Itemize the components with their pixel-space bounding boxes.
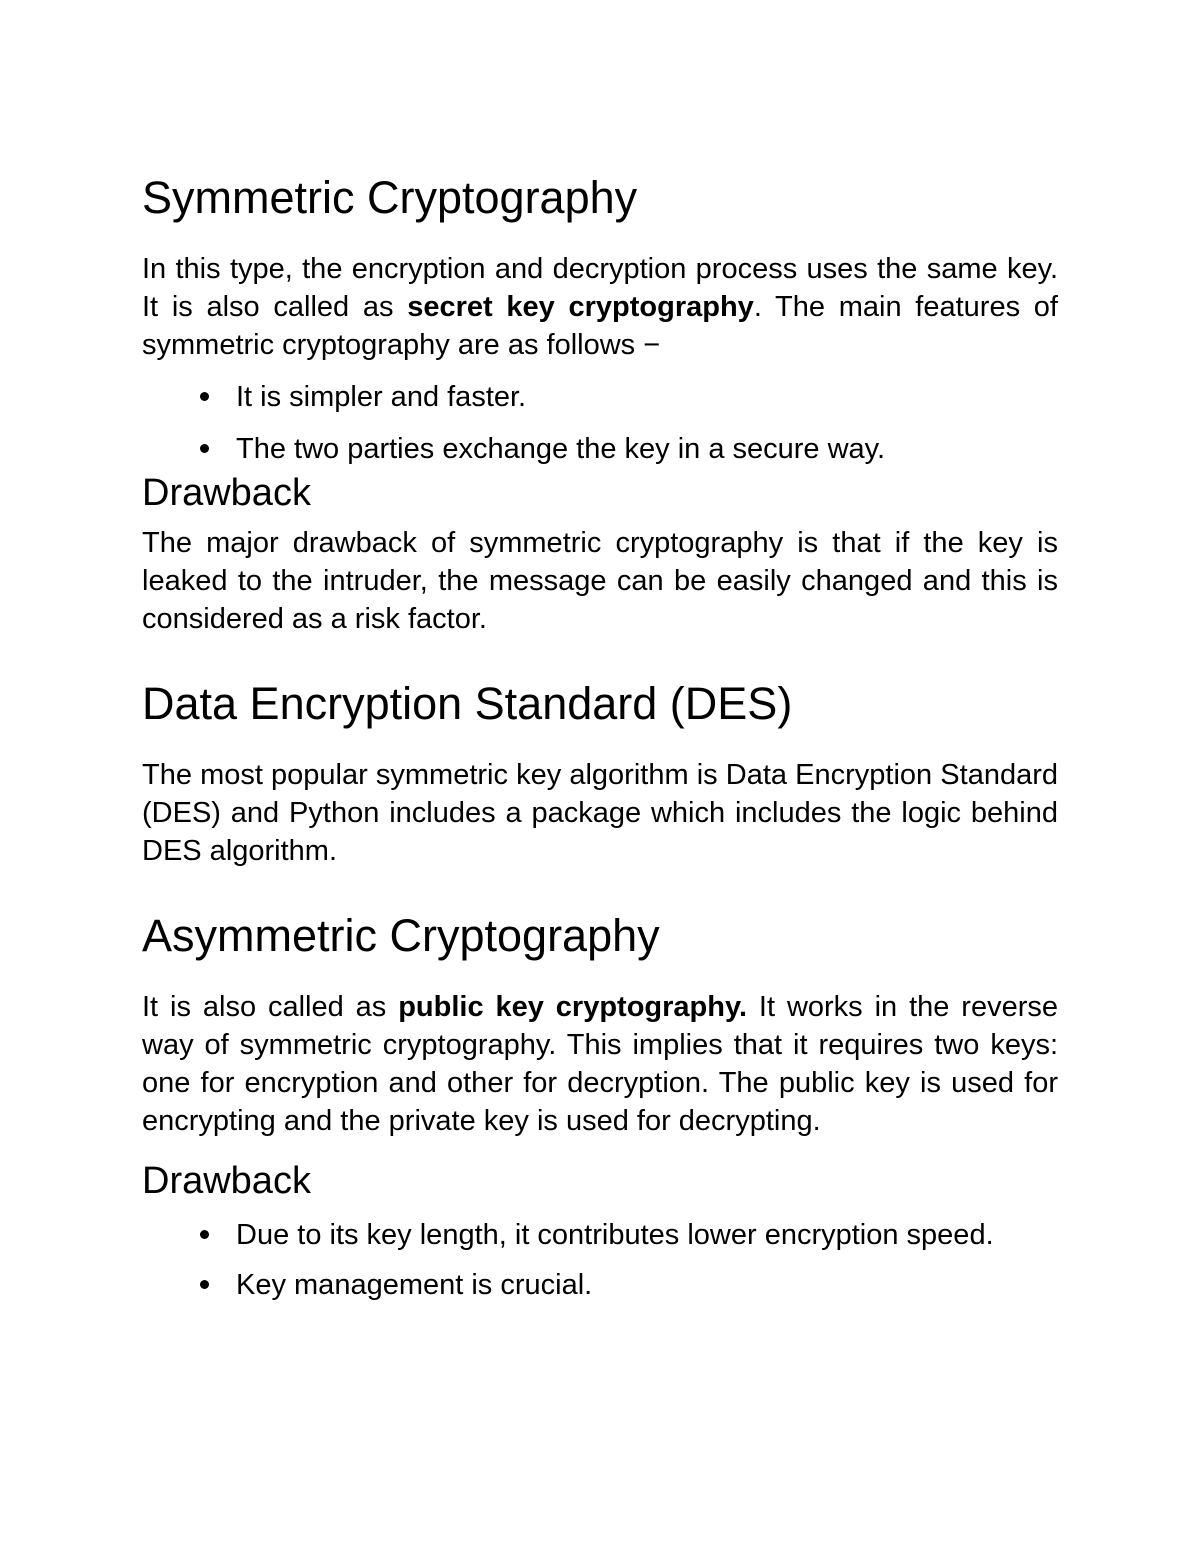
list-item (200, 378, 1058, 416)
asymmetric-intro-part1: It is also called as (142, 991, 399, 1023)
list-item (200, 1260, 1058, 1310)
asymmetric-heading: Asymmetric Cryptography (142, 910, 660, 961)
symmetric-drawback-heading: Drawback (142, 472, 311, 514)
list-item-text: The two parties exchange the key in a secure way. (236, 433, 886, 465)
asymmetric-intro (142, 988, 1058, 1140)
asymmetric-intro-bold: public key cryptography. (398, 991, 748, 1023)
list-item-text: Due to its key length, it contributes lower encryption speed. (236, 1219, 994, 1251)
symmetric-intro-bold: secret key cryptography (407, 291, 754, 323)
list-item (200, 430, 1058, 468)
des-heading: Data Encryption Standard (DES) (142, 678, 793, 729)
symmetric-heading: Symmetric Cryptography (142, 172, 638, 223)
bullet-icon (200, 444, 209, 453)
symmetric-drawback-text: The major drawback of symmetric cryptography is that if the key is leaked to the intruder, the message can be easily changed and this is considered as a risk factor. (142, 527, 1058, 635)
asymmetric-drawback-heading: Drawback (142, 1160, 311, 1202)
bullet-icon (200, 1280, 209, 1289)
bullet-icon (200, 392, 209, 401)
list-item (200, 1210, 1058, 1260)
symmetric-features-list (142, 378, 1058, 468)
list-item-text: Key management is crucial. (236, 1269, 593, 1301)
symmetric-intro (142, 250, 1058, 364)
asymmetric-drawbacks-list (142, 1210, 1058, 1310)
bullet-icon (200, 1230, 209, 1239)
document-page (142, 168, 1058, 1310)
list-item-text: It is simpler and faster. (236, 381, 527, 413)
symmetric-intro-part1: In this type, the encryption and decryption process uses the same key. It is also called as (142, 253, 1058, 323)
symmetric-intro-part2: . The main features of symmetric cryptography are as follows − (142, 291, 1058, 361)
asymmetric-intro-part2: It works in the reverse way of symmetric cryptography. This implies that it requires two keys: one for encryption and other for decryption. The public key is used for encrypting and the private key is used for decrypting. (142, 991, 1058, 1137)
des-text: The most popular symmetric key algorithm is Data Encryption Standard (DES) and Python includes a package which includes the logic behind DES algorithm. (142, 759, 1058, 867)
